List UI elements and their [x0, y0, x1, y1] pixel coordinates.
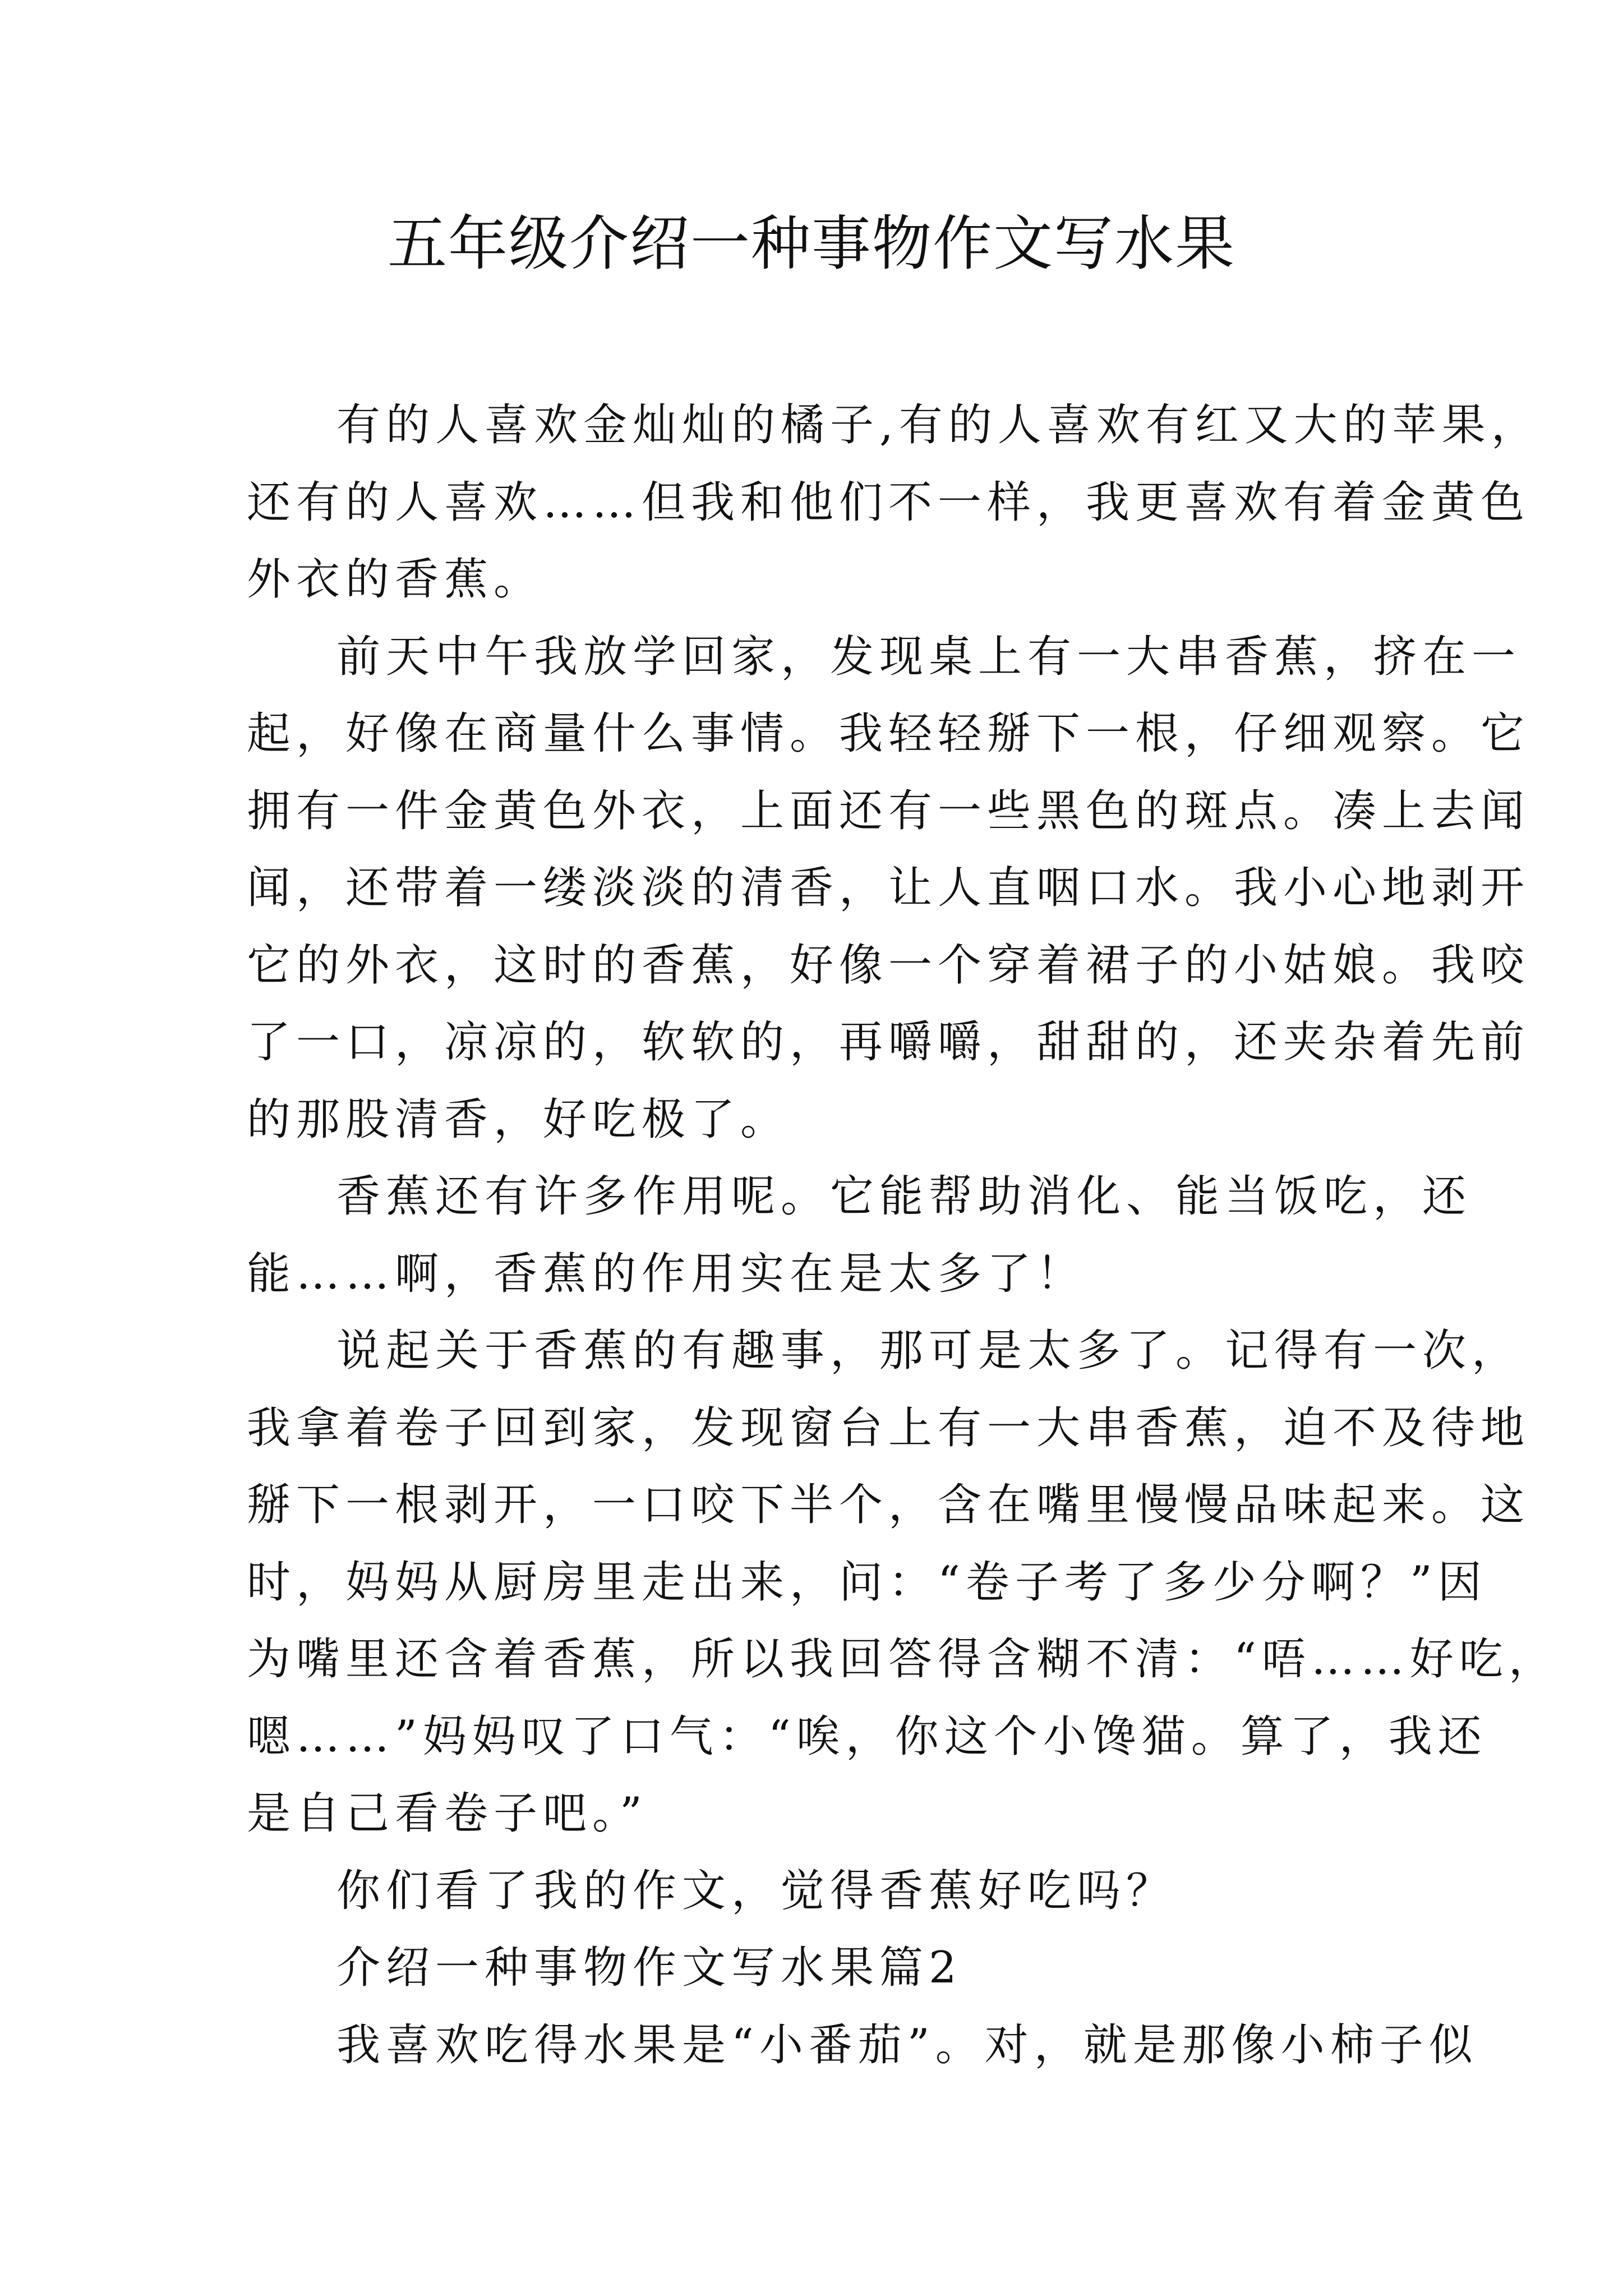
text-line: 香蕉还有许多作用呢。它能帮助消化、能当饭吃，还 [336, 1171, 1472, 1222]
page-title: 五年级介绍一种事物作文写水果 [388, 209, 1235, 278]
text-line: 还有的人喜欢……但我和他们不一样，我更喜欢有着金黄色 [247, 477, 1530, 528]
text-line: 时，妈妈从厨房里走出来，问：“卷子考了多少分啊？”因 [247, 1557, 1487, 1608]
text-line: 的那股清香，好吃极了。 [247, 1094, 790, 1145]
text-line: 它的外衣，这时的香蕉，好像一个穿着裙子的小姑娘。我咬 [247, 940, 1530, 991]
text-line: 前天中午我放学回家，发现桌上有一大串香蕉，挤在一 [336, 631, 1521, 682]
text-line: 有的人喜欢金灿灿的橘子,有的人喜欢有红又大的苹果， [336, 400, 1541, 450]
text-line: 外衣的香蕉。 [247, 554, 543, 605]
text-line: 嗯……”妈妈叹了口气：“唉，你这个小馋猫。算了，我还 [247, 1711, 1487, 1762]
text-line: 我拿着卷子回到家，发现窗台上有一大串香蕉，迫不及待地 [247, 1402, 1530, 1453]
text-line: 你们看了我的作文，觉得香蕉好吃吗？ [336, 1865, 1176, 1916]
text-line: 了一口，凉凉的，软软的，再嚼嚼，甜甜的，还夹杂着先前 [247, 1017, 1530, 1068]
essay-body [247, 387, 1558, 2084]
text-line: 掰下一根剥开，一口咬下半个，含在嘴里慢慢品味起来。这 [247, 1480, 1530, 1530]
text-line: 介绍一种事物作文写水果篇2 [336, 1943, 962, 1993]
text-line: 能……啊，香蕉的作用实在是太多了！ [247, 1248, 1086, 1299]
text-line: 拥有一件金黄色外衣，上面还有一些黑色的斑点。凑上去闻 [247, 785, 1530, 836]
text-line: 起，好像在商量什么事情。我轻轻掰下一根，仔细观察。它 [247, 708, 1530, 759]
text-line: 闻，还带着一缕淡淡的清香，让人直咽口水。我小心地剥开 [247, 863, 1530, 913]
text-line: 是自己看卷子吧。” [247, 1788, 648, 1839]
text-line: 说起关于香蕉的有趣事，那可是太多了。记得有一次， [336, 1326, 1521, 1376]
text-line: 为嘴里还含着香蕉，所以我回答得含糊不清：“唔……好吃， [247, 1634, 1558, 1685]
text-line: 我喜欢吃得水果是“小番茄”。对，就是那像小柿子似 [336, 2019, 1478, 2070]
